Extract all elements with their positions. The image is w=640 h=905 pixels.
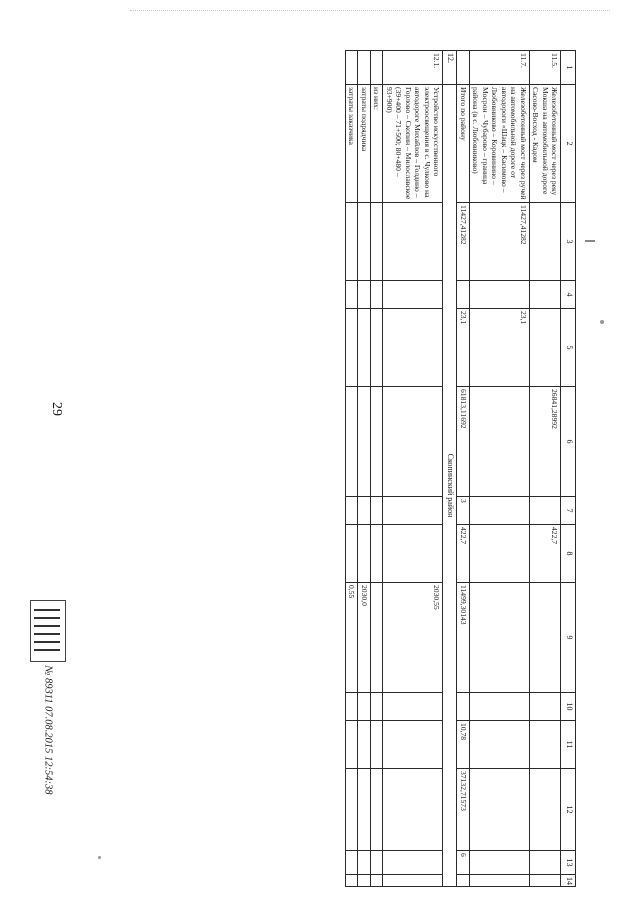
table-cell [358, 281, 370, 309]
header-row [561, 51, 576, 887]
table-cell [469, 525, 529, 583]
row-number: 11.5. [529, 51, 560, 85]
header-cell: 11 [561, 721, 576, 769]
table-cell [529, 769, 560, 851]
table-cell [529, 851, 560, 875]
header-cell: 12 [561, 769, 576, 851]
region-row [443, 51, 457, 887]
item-name: затраты заказчика [345, 85, 357, 203]
table-cell [529, 281, 560, 309]
table-cell [370, 281, 382, 309]
table-cell [358, 497, 370, 525]
table-cell [383, 203, 443, 281]
table-cell [383, 875, 443, 887]
table-cell: 2030,55 [383, 583, 443, 693]
table-cell [358, 525, 370, 583]
table-cell: 6 [457, 851, 469, 875]
row-number: 11.7. [469, 51, 529, 85]
table-cell [529, 721, 560, 769]
table-cell [383, 693, 443, 721]
header-cell: 2 [561, 85, 576, 203]
table-cell [529, 875, 560, 887]
table-row [529, 51, 560, 887]
table-cell [345, 721, 357, 769]
table-cell [383, 497, 443, 525]
page-number: 29 [49, 402, 64, 416]
row-number: 12.1. [383, 51, 443, 85]
table-cell: 10,78 [457, 721, 469, 769]
table-cell [469, 693, 529, 721]
table-cell [370, 875, 382, 887]
scan-artifact-dots [130, 10, 610, 15]
table-cell [469, 583, 529, 693]
table-cell [383, 851, 443, 875]
header-cell: 4 [561, 281, 576, 309]
table-cell [383, 281, 443, 309]
table-cell [370, 203, 382, 281]
table-cell [469, 387, 529, 497]
table-cell [358, 203, 370, 281]
item-name: Итого по району [457, 85, 469, 203]
table-cell [370, 387, 382, 497]
header-cell: 9 [561, 583, 576, 693]
table-cell [370, 525, 382, 583]
table-cell [529, 693, 560, 721]
table-cell [457, 693, 469, 721]
table-cell [358, 387, 370, 497]
table-cell: 11499,30143 [457, 583, 469, 693]
table-cell [345, 875, 357, 887]
table-cell: 3 [457, 497, 469, 525]
item-name: Железобетонный мост через реку Мокша на автомобильной дороге Сасово-Восход - Кадом [529, 85, 560, 203]
registration-stamp [30, 600, 66, 870]
table-cell [469, 721, 529, 769]
header-cell: 7 [561, 497, 576, 525]
table-cell: 11427,41282 [469, 203, 529, 281]
table-cell [370, 721, 382, 769]
header-cell: 13 [561, 851, 576, 875]
table-cell [358, 851, 370, 875]
header-cell: 10 [561, 693, 576, 721]
table-row [345, 51, 357, 887]
table-cell: 0,55 [345, 583, 357, 693]
table-cell: 11427,41282 [457, 203, 469, 281]
table-cell [345, 281, 357, 309]
table-row [383, 51, 443, 887]
table-cell [457, 875, 469, 887]
table-cell: 422,7 [457, 525, 469, 583]
stamp-logo-icon [30, 600, 66, 662]
header-cell: 3 [561, 203, 576, 281]
table-cell [469, 497, 529, 525]
table-cell [457, 281, 469, 309]
rotated-table-container [48, 50, 576, 886]
table-cell [469, 281, 529, 309]
table-cell [370, 583, 382, 693]
table-cell: 26841,28992 [529, 387, 560, 497]
table-cell: 422,7 [529, 525, 560, 583]
scan-artifact [600, 320, 604, 324]
table-cell [345, 497, 357, 525]
table-cell [529, 309, 560, 387]
header-cell: 5 [561, 309, 576, 387]
table-row-total [457, 51, 469, 887]
region-number: 12. [443, 51, 457, 85]
table-cell [383, 721, 443, 769]
table-cell [345, 387, 357, 497]
table-cell [345, 851, 357, 875]
table-cell: 61813,11692 [457, 387, 469, 497]
table-cell [358, 769, 370, 851]
item-name: Железобетонный мост через ручей на автомобильной дороге от автодороги «Шацк – Касимово – Любовниково – Коровинино – Мосрон – Чубарово – граница района (в с. Любовниково) [469, 85, 529, 203]
table-cell [345, 203, 357, 281]
row-number [457, 51, 469, 85]
table-cell [358, 721, 370, 769]
table-cell [529, 497, 560, 525]
table-cell [383, 769, 443, 851]
table-cell [370, 497, 382, 525]
item-name: затраты подрядчика [358, 85, 370, 203]
table-row [358, 51, 370, 887]
table-cell [383, 387, 443, 497]
header-cell: 1 [561, 51, 576, 85]
table-cell [469, 769, 529, 851]
table-cell [383, 525, 443, 583]
row-number [370, 51, 382, 85]
table-cell [358, 875, 370, 887]
item-name: из них: [370, 85, 382, 203]
stamp-registration-text: № 89311 07.08.2015 12:54:38 [42, 665, 54, 795]
scan-artifact [98, 856, 101, 859]
row-number [345, 51, 357, 85]
region-heading: Скопинский район [443, 85, 457, 887]
table-cell: 23,1 [457, 309, 469, 387]
table-cell [529, 583, 560, 693]
table-cell [370, 769, 382, 851]
row-number [358, 51, 370, 85]
scan-artifact [585, 240, 595, 242]
budget-table [345, 50, 576, 887]
table-cell [469, 851, 529, 875]
table-cell [370, 851, 382, 875]
table-cell: 37132,71573 [457, 769, 469, 851]
table-cell [358, 309, 370, 387]
table-cell [383, 309, 443, 387]
table-cell: 23,1 [469, 309, 529, 387]
table-cell [345, 693, 357, 721]
header-cell: 6 [561, 387, 576, 497]
table-cell [370, 693, 382, 721]
table-cell [358, 693, 370, 721]
table-cell [370, 309, 382, 387]
header-cell: 8 [561, 525, 576, 583]
table-row [469, 51, 529, 887]
table-cell [345, 525, 357, 583]
header-cell: 14 [561, 875, 576, 887]
table-cell: 2030,0 [358, 583, 370, 693]
table-cell [345, 309, 357, 387]
table-cell [529, 203, 560, 281]
table-cell [469, 875, 529, 887]
item-name: Устройство искусственного электроосвещения в с. Чулково на автодороге Михайлов – Голдино – Горлово – Скопин – Милославское (39+400 – 71+500; 80+480 – 93+900) [383, 85, 443, 203]
table-cell [345, 769, 357, 851]
table-row [370, 51, 382, 887]
